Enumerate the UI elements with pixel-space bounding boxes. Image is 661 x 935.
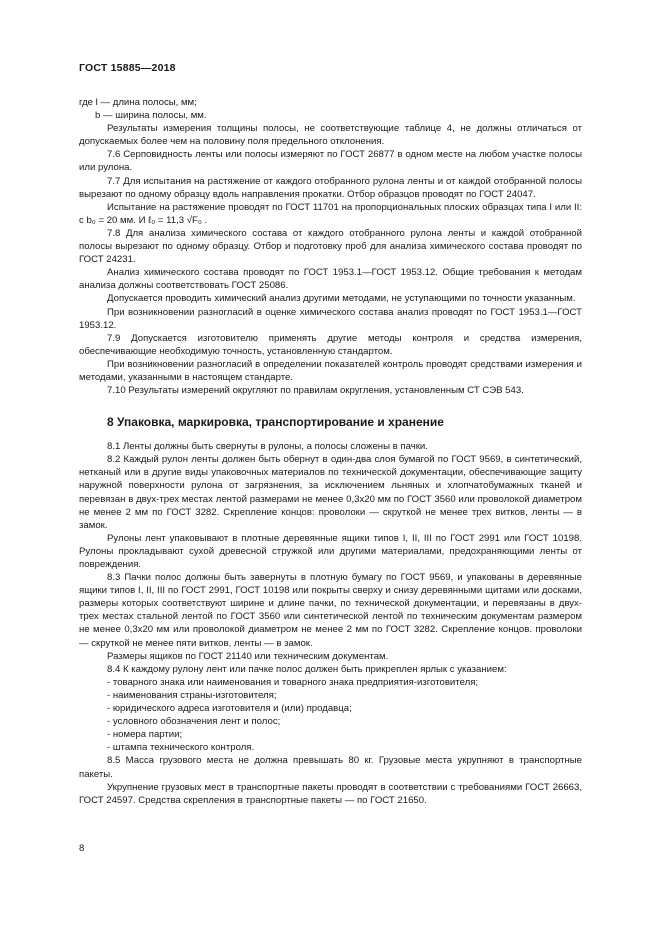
p-packets: Укрупнение грузовых мест в транспортные пакеты проводят в соответствии с требованиями ГОСТ 26663, ГОСТ 24597. Средства скрепления в транспортные пакеты — по ГОСТ 21650. (79, 781, 582, 806)
p-7-7: 7.7 Для испытания на растяжение от каждого отобранного рулона ленты и от каждой отобранной полосы вырезают по одному образцу вдоль направления прокатки. Отбор образцов проводят по ГОСТ 24047. (79, 175, 582, 200)
p-where-l: где l — длина полосы, мм; (79, 97, 197, 108)
label-requirements-list (79, 676, 582, 755)
label-list-item: - штампа технического контроля. (107, 742, 255, 754)
standard-header: ГОСТ 15885—2018 (79, 62, 176, 74)
p-7-8: 7.8 Для анализа химического состава от каждого отобранного рулона ленты и каждой отобранной полосы вырезают по одному образцу. Отбор и подготовку проб для анализа химического состава проводят по ГОСТ 24231. (79, 227, 582, 266)
section-title: 8 Упаковка, маркировка, транспортирование и хранение (107, 415, 444, 430)
p-chem: Анализ химического состава проводят по ГОСТ 1953.1—ГОСТ 1953.12. Общие требования к методам анализа должны соответствовать ГОСТ 25086. (79, 267, 582, 292)
label-list-item: - условного обозначения лент и полос; (107, 716, 281, 728)
document-body (79, 96, 582, 807)
p-8-2: 8.2 Каждый рулон ленты должен быть обернут в один-два слоя бумагой по ГОСТ 9569, в синтетический, нетканый или в другие виды упаковочных материалов по технической документации, обеспечивающие защиту наружной поверхности рулона от загрязнения, за исключением льняных и хлопчатобумажных тканей и перевязан в двух-трех местах лентой размерами не менее 0,3х20 мм по ГОСТ 3560 или проволокой диаметром не менее 2 мм по ГОСТ 3282. Скрепление концов: проволоки — скруткой не менее трех витков, ленты — в замок. (79, 454, 582, 531)
p-box-sizes: Размеры ящиков по ГОСТ 21140 или техническим документам. (107, 650, 389, 662)
p-7-6: 7.6 Серповидность ленты или полосы измеряют по ГОСТ 26877 в одном месте на любом участке полосы или рулона. (79, 149, 582, 174)
p-rolls: Рулоны лент упаковывают в плотные деревянные ящики типов I, II, III по ГОСТ 2991 или ГОСТ 10198. Рулоны прокладывают сухой древесной стружкой или другими материалами, предохраняющими ленты от повреждения. (79, 532, 582, 570)
label-list-item: - юридического адреса изготовителя и (или) продавца; (107, 703, 352, 715)
p-8-3: 8.3 Пачки полос должны быть завернуты в плотную бумагу по ГОСТ 9569, и упакованы в деревянные ящики типов I, II, III по ГОСТ 2991, ГОСТ 10198 или покрыты сверху и снизу деревянными щитами или досками, размеры которых соответствуют ширине и длине пачки, по технической документации, и перевязаны в двух-трех местах стальной лентой по ГОСТ 3560 или синтетической лентой по техническим документам размером не менее 0,3х20 мм или проволокой диаметром не менее 2 мм по ГОСТ 3282. Скрепление концов. проволоки — скруткой не менее пяти витков, ленты — в замок. (79, 572, 582, 649)
section-7-continuation (79, 96, 582, 397)
p-8-5: 8.5 Масса грузового места не должна превышать 80 кг. Грузовые места укрупняют в транспортные пакеты. (79, 755, 582, 780)
p-7-10: 7.10 Результаты измерений округляют по правилам округления, установленным СТ СЭВ 543. (107, 385, 524, 397)
section-8-end (79, 754, 582, 806)
p-dispute2: При возникновении разногласий в определении показателей контроль проводят средствами измерения и методами, указанными в настоящем стандарте. (79, 358, 582, 383)
p-allowed: Допускается проводить химический анализ другими методами, не уступающими по точности указанным. (107, 293, 576, 305)
page-number: 8 (79, 843, 85, 854)
label-list-item: - наименования страны-изготовителя; (107, 689, 277, 701)
p-8-1: 8.1 Ленты должны быть свернуты в рулоны, а полосы сложены в пачки. (107, 441, 428, 453)
p-thickness: Результаты измерения толщины полосы, не соответствующие таблице 4, не должны отличаться от допускаемых более чем на половину поля предельного отклонения. (79, 123, 582, 148)
label-list-item: - номера партии; (107, 729, 183, 741)
p-7-9: 7.9 Допускается изготовителю применять другие методы контроля и средства измерения, обеспечивающие необходимую точность, установленную стандартом. (79, 332, 582, 357)
p-tensile: Испытание на растяжение проводят по ГОСТ 11701 на пропорциональных плоских образцах типа I или II: с b₀ = 20 мм. И ℓ₀ = 11,3 √F₀ . (79, 201, 582, 226)
p-8-4: 8.4 К каждому рулону лент или пачке полос должен быть прикреплен ярлык с указанием: (107, 663, 507, 675)
p-where-b: b — ширина полосы, мм. (95, 110, 207, 122)
label-list-item: - товарного знака или наименования и товарного знака предприятия-изготовителя; (107, 676, 479, 688)
section-8-body (79, 440, 582, 676)
p-dispute: При возникновении разногласий в оценке химического состава анализ проводят по ГОСТ 1953.1—ГОСТ 1953.12. (79, 306, 582, 331)
